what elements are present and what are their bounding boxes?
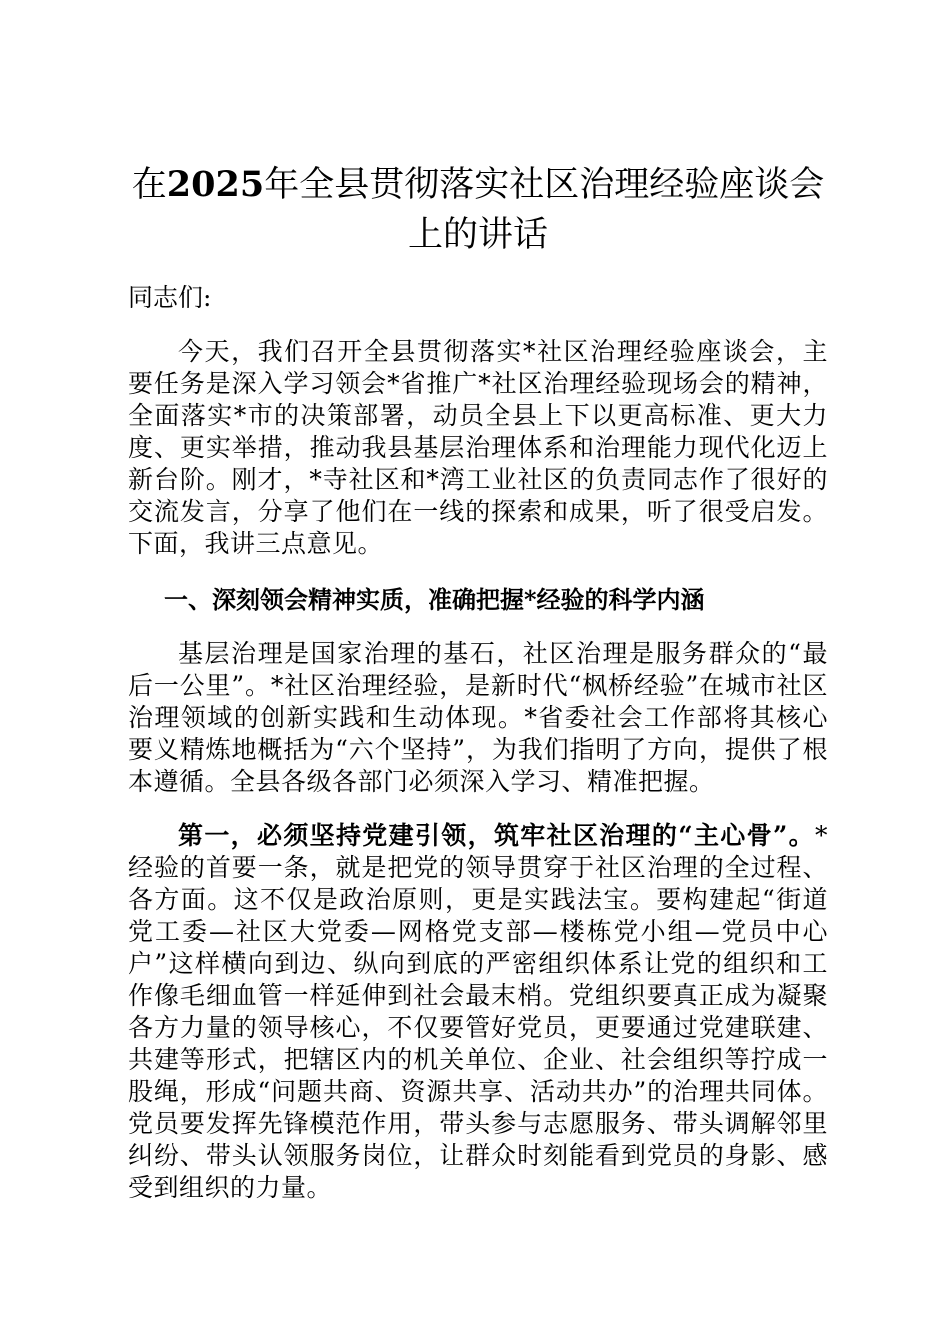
salutation: 同志们: xyxy=(128,283,212,312)
title-prefix: 在 xyxy=(131,165,167,205)
document-page xyxy=(128,160,828,1204)
title-suffix: 年全县贯彻落实社区治理经验座谈会上的讲话 xyxy=(264,165,825,255)
section-heading-1: 一、深刻领会精神实质，准确把握*经验的科学内涵 xyxy=(164,585,705,614)
point-1-lead: 第一，必须坚持党建引领，筑牢社区治理的“主心骨”。 xyxy=(178,821,815,850)
intro-paragraph: 今天，我们召开全县贯彻落实*社区治理经验座谈会，主要任务是深入学习领会*省推广*社区治理经验现场会的精神，全面落实*市的决策部署，动员全县上下以更高标准、更大力度、更实举措，推动我县基层治理体系和治理能力现代化迈上新台阶。刚才，*寺社区和*湾工业社区的负责同志作了很好的交流发言，分享了他们在一线的探索和成果，听了很受启发。下面，我讲三点意见。 xyxy=(128,337,828,558)
point-1-paragraph xyxy=(128,820,828,1204)
title-year: 2025 xyxy=(166,164,265,205)
document-title xyxy=(128,160,828,260)
section-1-paragraph: 基层治理是国家治理的基石，社区治理是服务群众的“最后一公里”。*社区治理经验，是新时代“枫桥经验”在城市社区治理领域的创新实践和生动体现。*省委社会工作部将其核心要义精炼地概括为“六个坚持”，为我们指明了方向，提供了根本遵循。全县各级各部门必须深入学习、精准把握。 xyxy=(128,639,828,796)
point-1-body: *经验的首要一条，就是把党的领导贯穿于社区治理的全过程、各方面。这不仅是政治原则，更是实践法宝。要构建起“街道党工委—社区大党委—网格党支部—楼栋党小组—党员中心户”这样横向到边、纵向到底的严密组织体系让党的组织和工作像毛细血管一样延伸到社会最末梢。党组织要真正成为凝聚各方力量的领导核心，不仅要管好党员，更要通过党建联建、共建等形式，把辖区内的机关单位、企业、社会组织等拧成一股绳，形成“问题共商、资源共享、活动共办”的治理共同体。党员要发挥先锋模范作用，带头参与志愿服务、带头调解邻里纠纷、带头认领服务岗位，让群众时刻能看到党员的身影、感受到组织的力量。 xyxy=(128,821,828,1202)
